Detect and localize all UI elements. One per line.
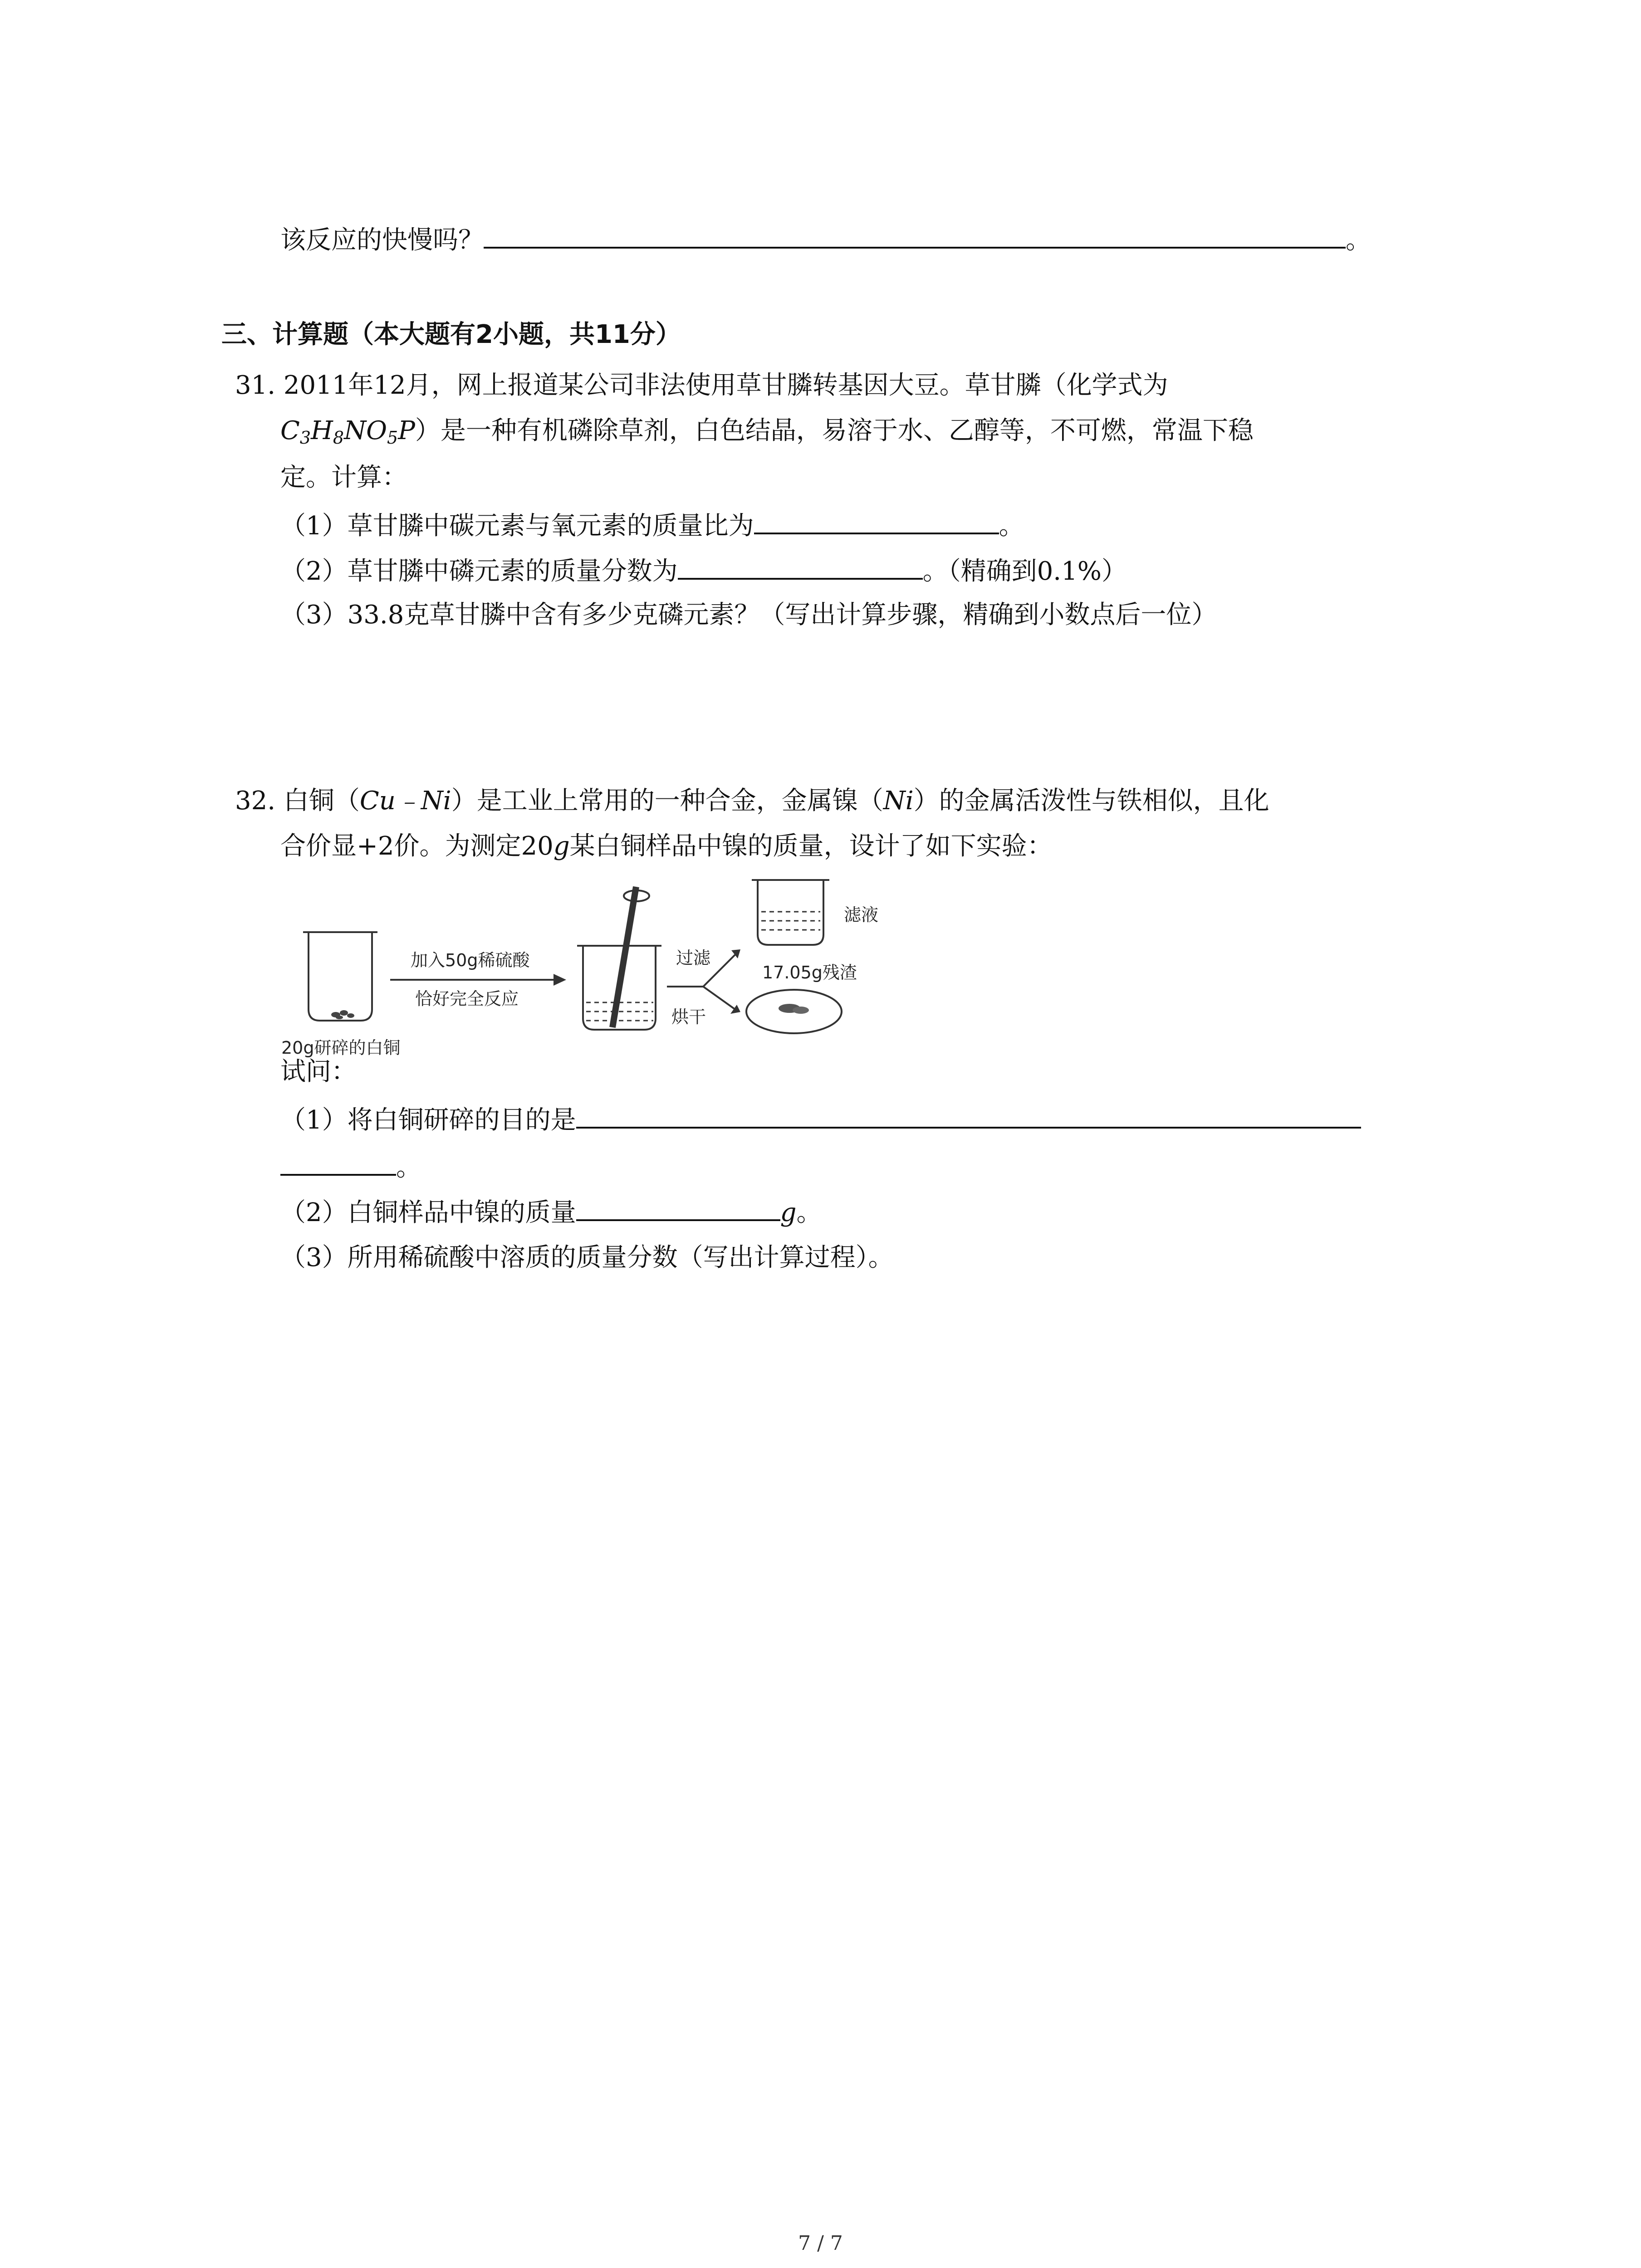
experiment-diagram: [281, 873, 1062, 1064]
unit-g: g: [780, 1198, 797, 1227]
q32-line2: 合价显+2价。为测定20g某白铜样品中镍的质量，设计了如下实验：: [280, 831, 1053, 861]
beaker-sample: [303, 932, 377, 1021]
evaporating-dish: [746, 990, 842, 1033]
prev-question-continuation: [280, 221, 1371, 258]
filtrate-label: 滤液: [844, 905, 879, 925]
prev-end-mark: 。: [1346, 225, 1371, 255]
q31-stem-line3: 定。计算：: [280, 463, 407, 492]
q31-sub1-text: （1）草甘膦中碳元素与氧元素的质量比为: [280, 511, 754, 541]
formula-cu-ni: Cu﹣Ni: [359, 786, 451, 816]
q31-sub2-end: 。（精确到0.1%）: [922, 557, 1127, 586]
q31-stem-line2: ）是一种有机磷除草剂，白色结晶，易溶于水、乙醇等，不可燃，常温下稳: [415, 416, 1254, 445]
prev-question-text: 该反应的快慢吗？: [280, 225, 484, 255]
answer-blank-q32-2[interactable]: [576, 1194, 780, 1221]
solution-dashes-2: [586, 1002, 653, 1021]
q32-sub2-end: 。: [796, 1198, 822, 1227]
q32-sub1-end: 。: [396, 1153, 421, 1182]
q32-sub1-text: （1）将白铜研碎的目的是: [280, 1105, 576, 1135]
q31-sub2: [280, 552, 1127, 589]
section-heading: 三、计算题（本大题有2小题，共11分）: [221, 320, 681, 349]
beaker-reaction: [577, 887, 661, 1030]
solution-dashes-3: [761, 912, 820, 930]
q32-line1: 32. 白铜（Cu﹣Ni）是工业上常用的一种合金，金属镍（Ni）的金属活泼性与铁相似，且化: [235, 786, 1269, 816]
filter-label: 过滤: [676, 948, 711, 968]
page-number: 7 / 7: [798, 2232, 843, 2255]
copper-powder: [331, 1010, 354, 1019]
condition-label: 恰好完全反应: [415, 989, 519, 1009]
q31-sub3: （3）33.8克草甘膦中含有多少克磷元素？（写出计算步骤，精确到小数点后一位）: [280, 600, 1217, 630]
q32-sub2: [280, 1194, 822, 1230]
dry-label: 烘干: [671, 1007, 706, 1027]
residue-label: 17.05g残渣: [762, 963, 857, 982]
reaction-arrow: [390, 974, 566, 986]
reagent-label: 加入50g稀硫酸: [411, 950, 530, 970]
q31-sub1-end: 。: [999, 511, 1024, 541]
answer-blank-q32-1a[interactable]: [576, 1101, 1361, 1129]
q32-sub3: （3）所用稀硫酸中溶质的质量分数（写出计算过程）。: [280, 1243, 894, 1272]
answer-blank-q31-1[interactable]: [754, 507, 999, 534]
sample-label: 20g研碎的白铜: [281, 1038, 401, 1058]
q31-number: 31.: [235, 371, 276, 400]
q32-number: 32.: [235, 786, 276, 816]
q31-formula: $C_3H_8NO_5P$: [280, 416, 415, 448]
q31-stem-line1: 2011年12月，网上报道某公司非法使用草甘膦转基因大豆。草甘膦（化学式为: [283, 371, 1168, 400]
answer-blank-prev[interactable]: [484, 221, 1346, 249]
q31-sub1: [280, 507, 1024, 543]
formula-ni: Ni: [883, 786, 914, 816]
answer-blank-q32-1b[interactable]: [280, 1149, 396, 1176]
q32-ask: 试问：: [280, 1057, 357, 1086]
answer-blank-q31-2[interactable]: [678, 552, 923, 580]
q31-sub2-text: （2）草甘膦中磷元素的质量分数为: [280, 557, 678, 586]
q31-line1: [235, 368, 1168, 403]
q32-sub2-text: （2）白铜样品中镍的质量: [280, 1198, 576, 1227]
q32-sub1: [280, 1101, 1361, 1138]
q32-sub1-cont: [280, 1149, 421, 1185]
q31-line2: [280, 414, 1254, 455]
